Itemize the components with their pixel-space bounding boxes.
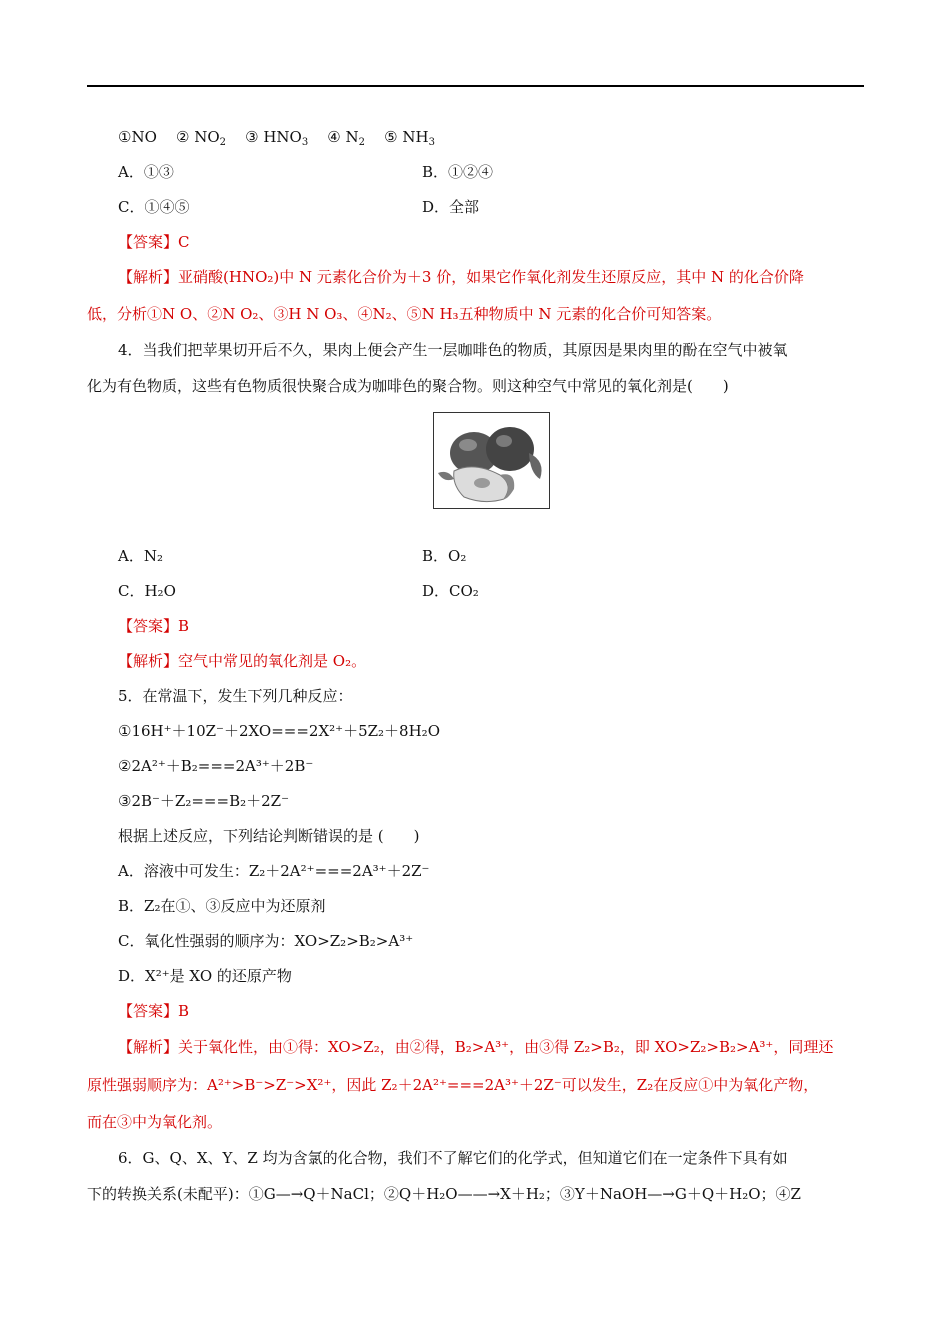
analysis-tag: 【解析】 — [118, 1038, 179, 1056]
q4-option-b: B．O₂ — [422, 547, 467, 565]
q4-option-a: A．N₂ — [118, 547, 163, 565]
q5-analysis-line3: 而在③中为氧化剂。 — [87, 1113, 223, 1131]
q6-stem-line1: 6．G、Q、X、Y、Z 均为含氯的化合物，我们不了解它们的化学式，但知道它们在一定条件下具有如 — [118, 1149, 788, 1167]
answer-tag: 【答案】 — [118, 233, 179, 251]
q3-option-a: A．①③ — [118, 163, 174, 181]
q5-analysis-line1: 【解析】关于氧化性，由①得：XO>Z₂，由②得，B₂>A³⁺，由③得 Z₂>B₂，即 XO>Z₂>B₂>A³⁺，同理还 — [118, 1038, 834, 1056]
q3-option-d: D．全部 — [422, 198, 480, 216]
q3-analysis-line2: 低，分析①N O、②N O₂、③H N O₃、④N₂、⑤N H₃五种物质中 N 元素的化合价可知答案。 — [87, 305, 722, 323]
q5-question: 根据上述反应，下列结论判断错误的是 ( ) — [118, 827, 420, 845]
q5-option-d: D．X²⁺是 XO 的还原产物 — [118, 967, 292, 985]
q5-analysis-line2: 原性强弱顺序为：A²⁺>B⁻>Z⁻>X²⁺，因此 Z₂＋2A²⁺===2A³⁺＋2Z⁻可以发生，Z₂在反应①中为氧化产物， — [87, 1076, 819, 1094]
answer-tag: 【答案】 — [118, 1002, 179, 1020]
q3-item-5: ⑤ $NH_3$ — [384, 128, 435, 148]
q3-answer — [118, 232, 190, 252]
answer-value: B — [178, 1002, 190, 1020]
q5-option-a: A．溶液中可发生：Z₂＋2A²⁺===2A³⁺＋2Z⁻ — [118, 862, 430, 880]
apple-image — [433, 412, 550, 509]
q5-option-c: C．氧化性强弱的顺序为：XO>Z₂>B₂>A³⁺ — [118, 932, 414, 950]
answer-tag: 【答案】 — [118, 617, 179, 635]
q3-option-b: B．①②④ — [422, 163, 494, 181]
analysis-tag: 【解析】 — [118, 652, 179, 670]
answer-value: C — [178, 233, 190, 251]
q4-stem-line1: 4．当我们把苹果切开后不久，果肉上便会产生一层咖啡色的物质，其原因是果肉里的酚在空气中被氧 — [118, 341, 788, 359]
q5-reaction-3: ③2B⁻＋Z₂===B₂＋2Z⁻ — [118, 792, 289, 810]
q4-stem-line2: 化为有色物质，这些有色物质很快聚合成为咖啡色的聚合物。则这种空气中常见的氧化剂是( ) — [87, 377, 729, 395]
apple-photo-icon — [434, 413, 549, 508]
header-rule — [87, 85, 864, 87]
q5-answer — [118, 1001, 189, 1021]
q5-stem: 5．在常温下，发生下列几种反应： — [118, 687, 353, 705]
q4-option-d: D．CO₂ — [422, 582, 479, 600]
q4-analysis: 【解析】空气中常见的氧化剂是 O₂。 — [118, 652, 367, 670]
q3-item-2: ② $NO_2$ — [175, 128, 227, 148]
q6-stem-line2: 下的转换关系(未配平)：①G—→Q＋NaCl；②Q＋H₂O——→X＋H₂；③Y＋NaOH—→G＋Q＋H₂O；④Z — [87, 1185, 801, 1203]
q3-analysis-line1: 【解析】亚硝酸(HNO₂)中 N 元素化合价为＋3 价，如果它作氧化剂发生还原反应，其中 N 的化合价降 — [118, 268, 804, 286]
answer-value: B — [178, 617, 190, 635]
q3-item-4: ④ $N_2$ — [327, 128, 366, 148]
q3-item-1: ①NO — [118, 128, 157, 146]
q4-option-c: C．H₂O — [118, 582, 176, 600]
q3-item-3: ③ $HNO_3$ — [245, 128, 309, 148]
q3-option-c: C．①④⑤ — [118, 198, 190, 216]
q3-items — [118, 127, 435, 147]
analysis-tag: 【解析】 — [118, 268, 179, 286]
q5-reaction-1: ①16H⁺＋10Z⁻＋2XO===2X²⁺＋5Z₂＋8H₂O — [118, 722, 440, 740]
q4-answer — [118, 616, 189, 636]
q5-option-b: B．Z₂在①、③反应中为还原剂 — [118, 897, 326, 915]
q5-reaction-2: ②2A²⁺＋B₂===2A³⁺＋2B⁻ — [118, 757, 314, 775]
